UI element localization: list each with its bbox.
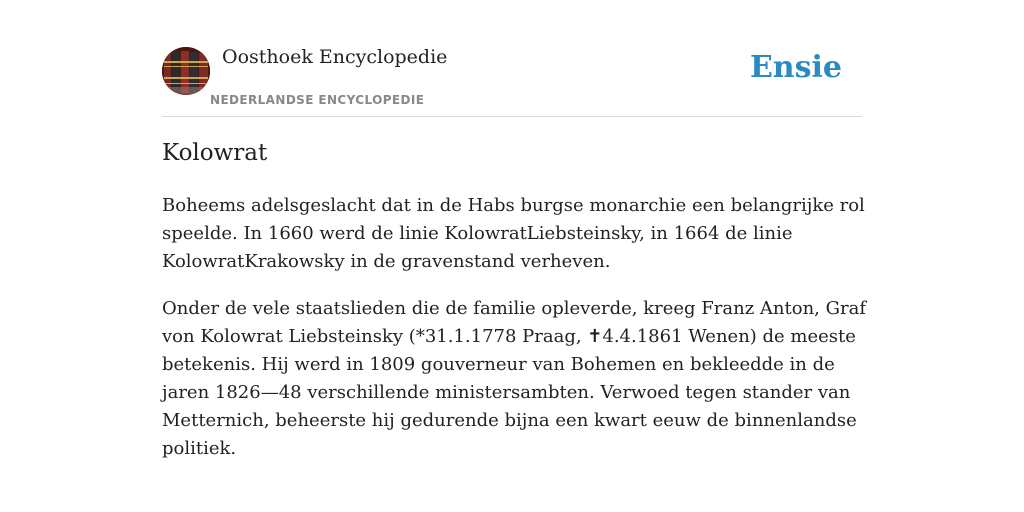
article-paragraph: Onder de vele staatslieden die de familie opleverde, kreeg Franz Anton, Graf von Kolowrat Liebsteinsky (*31.1.1778 Praag, ✝4.4.1861 Wenen) de meeste betekenis. Hij werd in 1809 gouverneur van Bohemen en bekleedde in de jaren 1826—48 verschillende ministersambten. Verwoed tegen stander van Metternich, beheerste hij gedurende bijna een kwart eeuw de binnenlandse politiek. (162, 298, 866, 459)
site-title[interactable]: Oosthoek Encyclopedie (222, 46, 448, 68)
brand-logo-link[interactable]: Ensie (749, 50, 842, 85)
site-subtitle: NEDERLANDSE ENCYCLOPEDIE (210, 93, 425, 107)
article-body (162, 192, 870, 482)
article-paragraph: Boheems adelsgeslacht dat in de Habs burgse monarchie een belangrijke rol speelde. In 1660 werd de linie KolowratLiebsteinsky, in 1664 de linie KolowratKrakowsky in de gravenstand verheven. (162, 195, 865, 272)
page-title: Kolowrat (162, 140, 268, 166)
site-header (162, 46, 862, 117)
encyclopedia-books-icon[interactable] (162, 47, 210, 95)
